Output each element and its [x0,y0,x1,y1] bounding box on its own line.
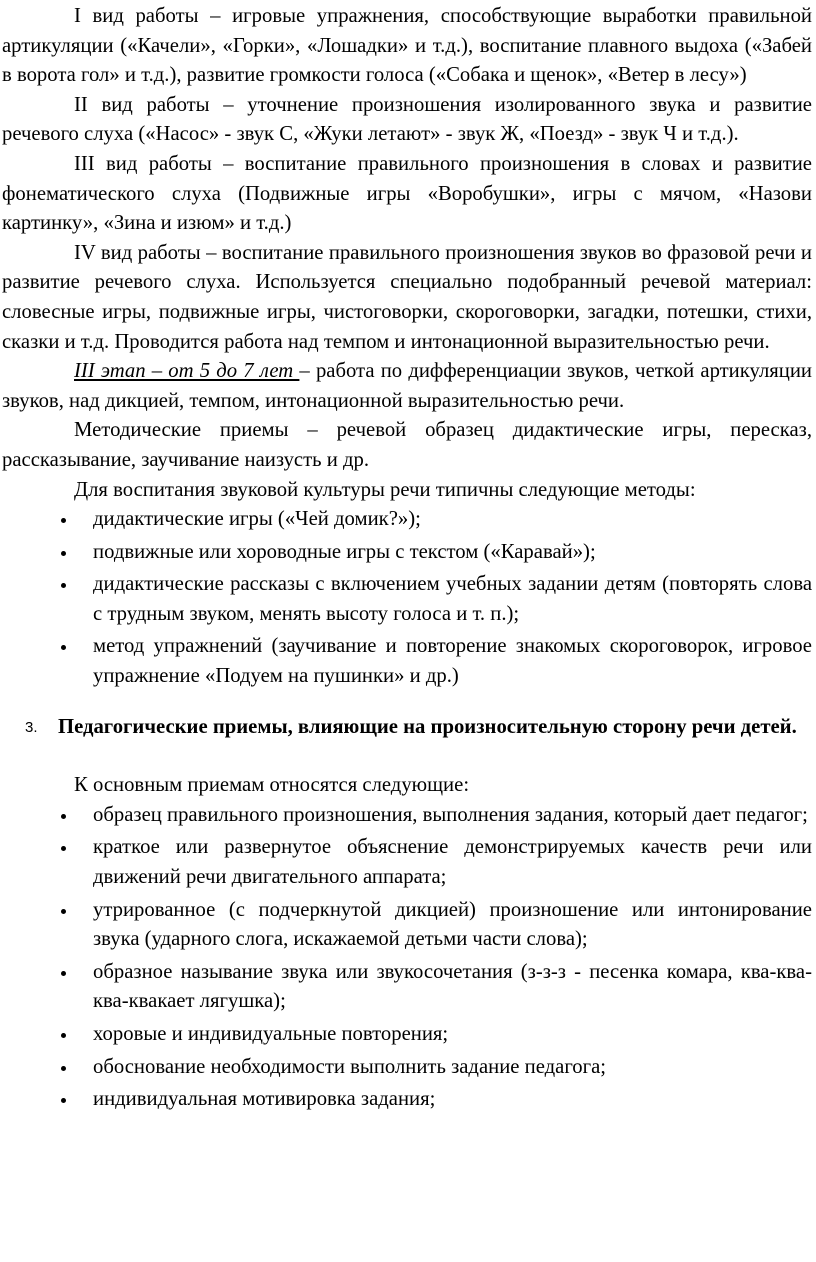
paragraph-work-type-4: IV вид работы – воспитание правильного произношения звуков во фразовой речи и развитие речевого слуха. Используется специально подобранный речевой материал: словесные игры, подвижные игры, чистоговорки, скороговорки, загадки, потешки, стихи, сказки и т.д. Проводится работа над темпом и интонационной выразительностью речи. [2,241,812,353]
list-item: обоснование необходимости выполнить задание педагога; [2,1053,812,1083]
techniques-list [2,801,812,1115]
section-title: Педагогические приемы, влияющие на произносительную сторону речи детей. [58,715,797,738]
list-item: индивидуальная мотивировка задания; [2,1085,812,1115]
bullet-icon [61,971,66,976]
list-item: образное называние звука или звукосочетания (з-з-з - песенка комара, ква-ква-ква-квакает лягушка); [2,958,812,1017]
bullet-icon [61,1098,66,1103]
section-number: 3. [25,718,38,736]
paragraph-techniques-intro: К основным приемам относятся следующие: [74,774,470,797]
list-item: подвижные или хороводные игры с текстом («Каравай»); [2,538,812,568]
methods-list [2,505,812,692]
paragraph-methods-intro: Для воспитания звуковой культуры речи типичны следующие методы: [74,478,696,501]
paragraph-stage-3 [2,357,812,416]
bullet-icon [61,846,66,851]
list-item: дидактические игры («Чей домик?»); [2,505,812,535]
list-item: метод упражнений (заучивание и повторение знакомых скороговорок, игровое упражнение «Подуем на пушинки» и др.) [2,632,812,691]
paragraph-work-type-2: II вид работы – уточнение произношения изолированного звука и развитие речевого слуха («Насос» - звук С, «Жуки летают» - звук Ж, «Поезд» - звук Ч и т.д.). [2,93,812,146]
list-item: хоровые и индивидуальные повторения; [2,1020,812,1050]
bullet-icon [61,909,66,914]
list-item: краткое или развернутое объяснение демонстрируемых качеств речи или движений речи двигательного аппарата; [2,833,812,892]
bullet-icon [61,1066,66,1071]
section-3-heading [2,713,812,743]
stage-3-text: – работа по дифференциации звуков, четкой артикуляции звуков, над дикцией, темпом, интонационной выразительностью речи. [2,360,812,412]
paragraph-work-type-1: I вид работы – игровые упражнения, способствующие выработки правильной артикуляции («Качели», «Горки», «Лошадки» и т.д.), воспитание плавного выдоха («Забей в ворота гол» и т.д.), развитие громкости голоса («Собака и щенок», «Ветер в лесу») [2,5,812,87]
bullet-icon [61,1033,66,1038]
paragraph-work-type-3: III вид работы – воспитание правильного произношения в словах и развитие фонематического слуха (Подвижные игры «Воробушки», игры с мячом, «Назови картинку», «Зина и изюм» и т.д.) [2,152,812,235]
bullet-icon [61,551,66,556]
bullet-icon [61,583,66,588]
list-item: образец правильного произношения, выполнения задания, который дает педагог; [2,801,812,831]
list-item: дидактические рассказы с включением учебных задании детям (повторять слова с трудным звуком, менять высоту голоса и т. п.); [2,570,812,629]
paragraph-methodical-techniques: Методические приемы – речевой образец дидактические игры, пересказ, рассказывание, заучивание наизусть и др. [2,419,812,471]
list-item: утрированное (с подчеркнутой дикцией) произношение или интонирование звука (ударного слога, искажаемой детьми части слова); [2,896,812,955]
bullet-icon [61,814,66,819]
stage-3-label: III этап – от 5 до 7 лет [74,360,300,383]
bullet-icon [61,645,66,650]
bullet-icon [61,518,66,523]
